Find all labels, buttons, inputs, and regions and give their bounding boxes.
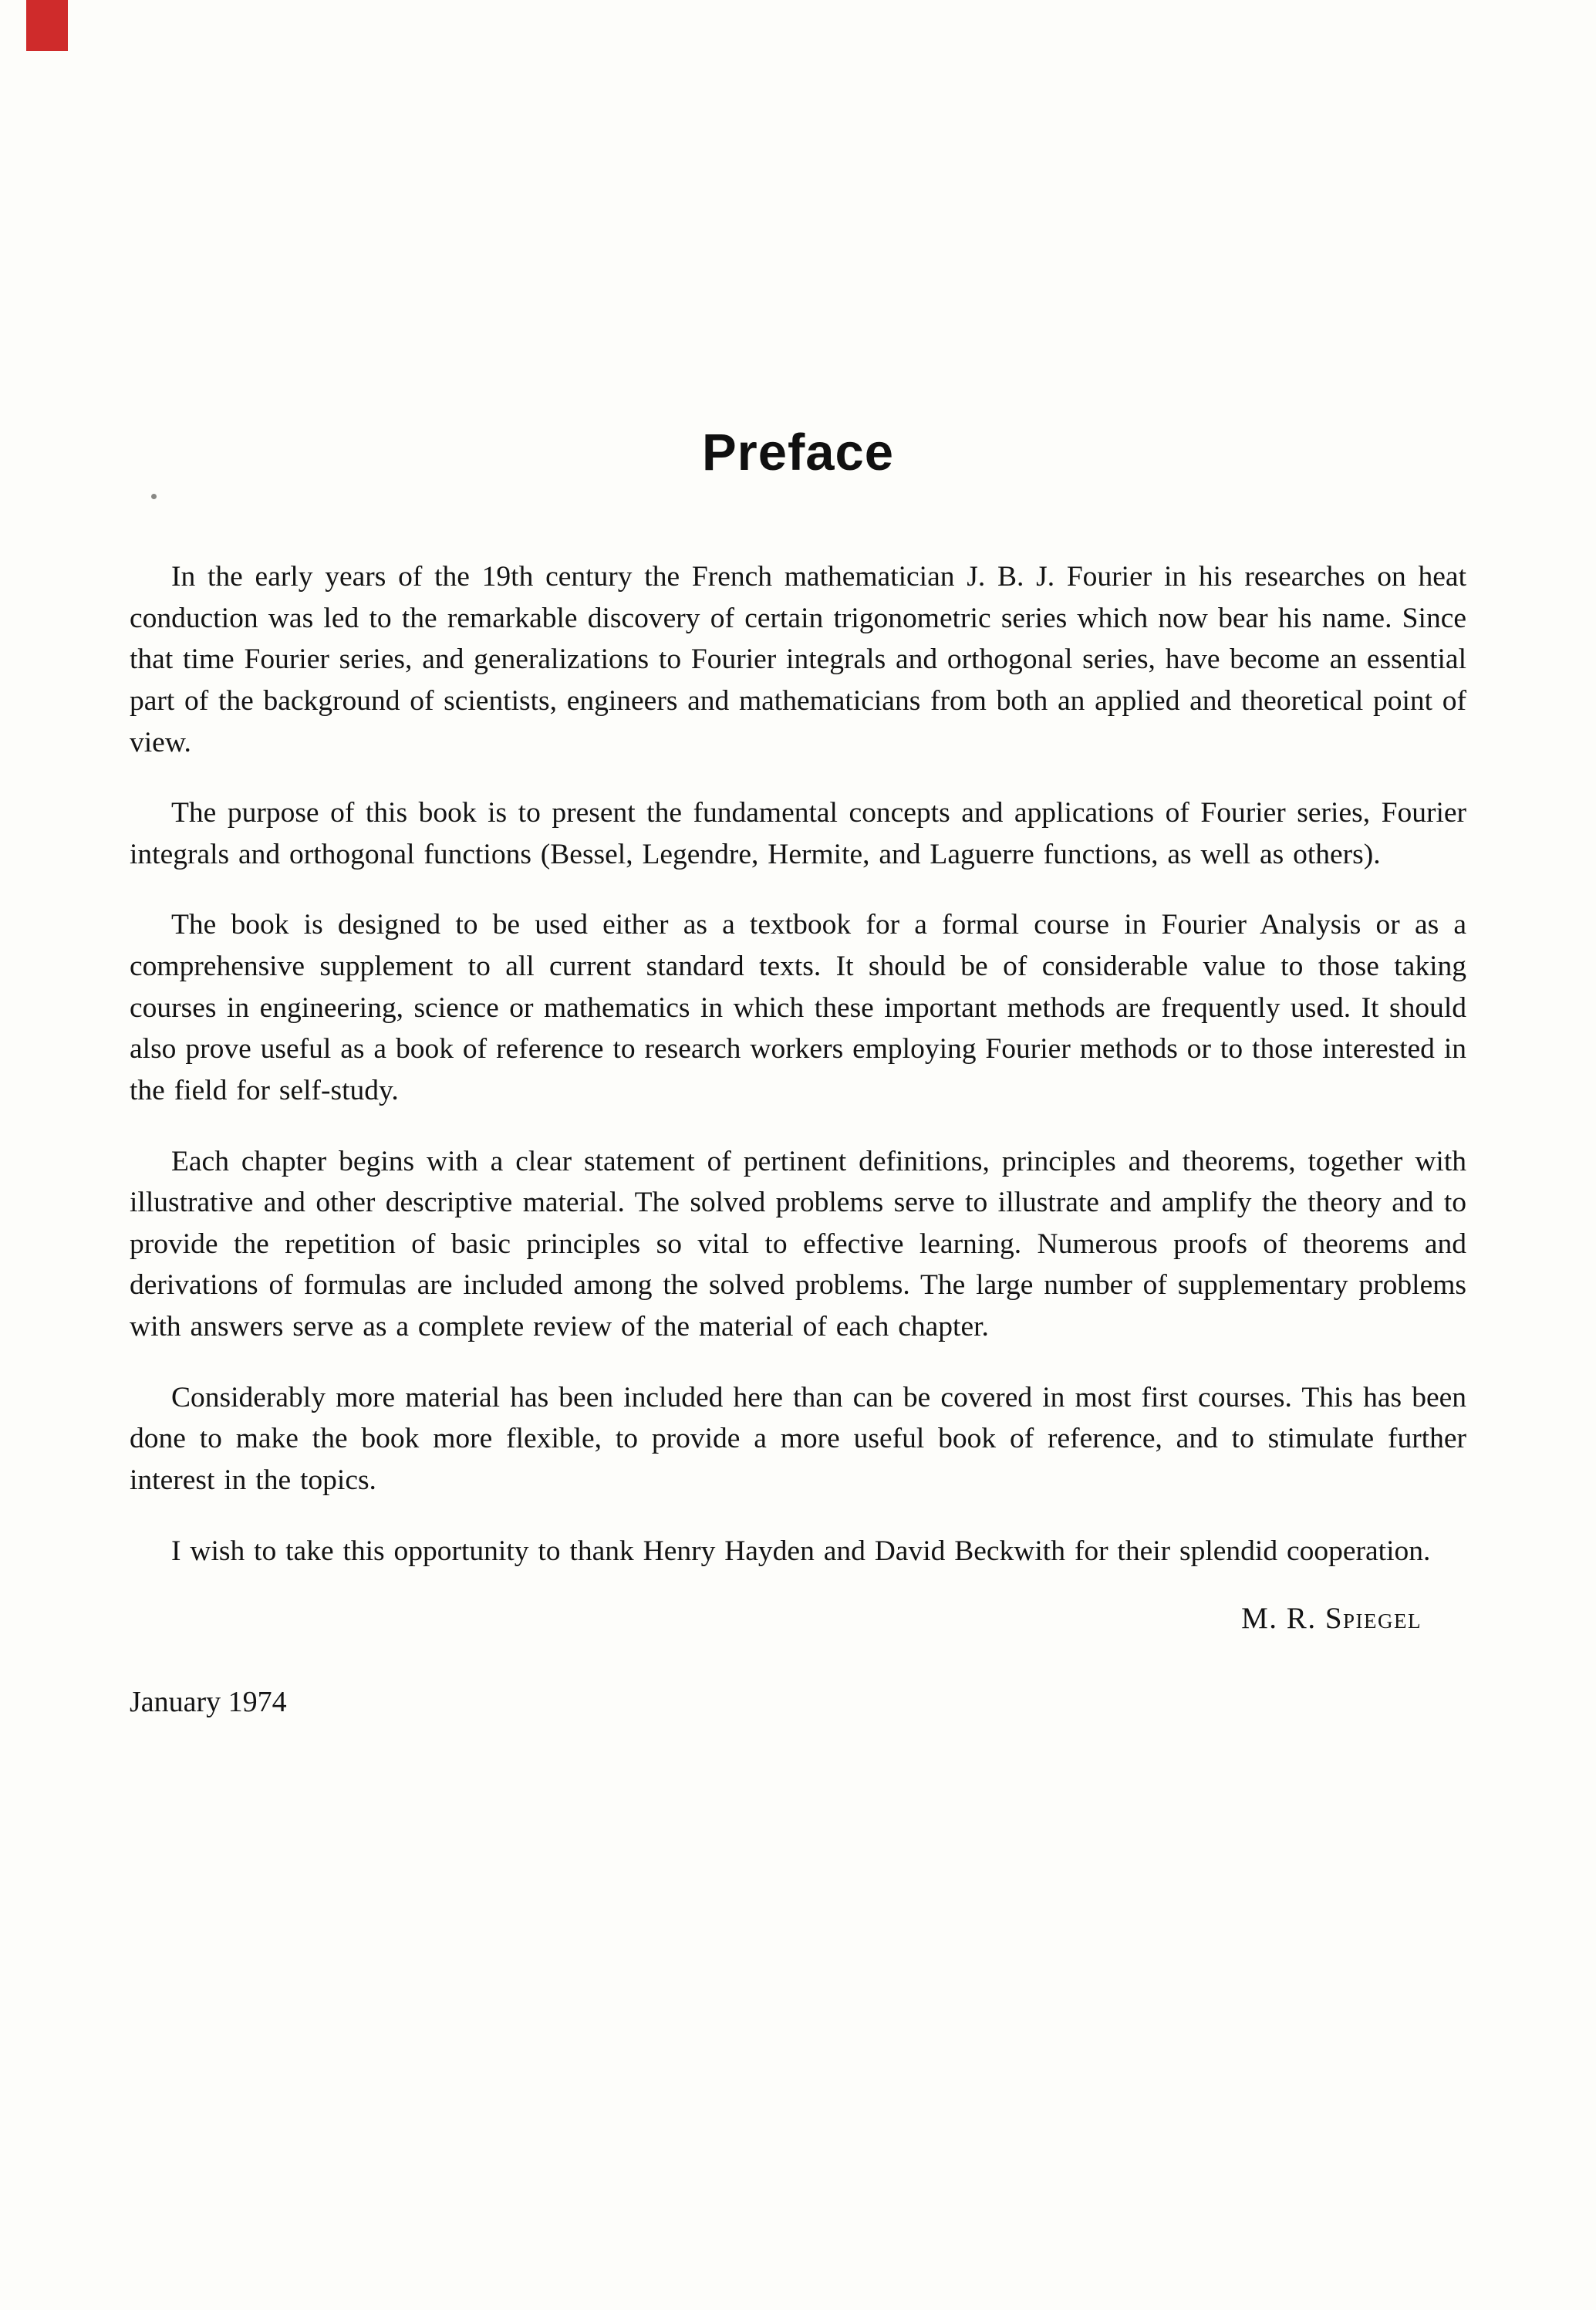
scan-artifact-dot [151,494,157,499]
paragraph-6: I wish to take this opportunity to thank Henry Hayden and David Beckwith for their splendid cooperation. [171,1535,1431,1567]
paragraph-4: Each chapter begins with a clear statement of pertinent definitions, principles and theorems, together with illustrative and other descriptive material. The solved problems serve to illustrate and amplify the theory and to provide the repetition of basic principles so vital to effective learning. Numerous proofs of theorems and derivations of formulas are included among the solved problems. The large number of supplementary problems with answers serve as a complete review of the material of each chapter. [130,1145,1466,1342]
paragraph-1: In the early years of the 19th century the French mathematician J. B. J. Fourier in his researches on heat conduction was led to the remarkable discovery of certain trigonometric series which now bear his name. Since that time Fourier series, and generalizations to Fourier integrals and orthogonal series, have become an essential part of the background of scientists, engineers and mathematicians from both an applied and theoretical point of view. [130,561,1466,758]
paragraph-5: Considerably more material has been included here than can be covered in most first courses. This has been done to make the book more flexible, to provide a more useful book of reference, and to stimulate further interest in the topics. [130,1381,1466,1496]
page-title: Preface [701,424,895,481]
paragraph-3: The book is designed to be used either as a textbook for a formal course in Fourier Analysis or as a comprehensive supplement to all current standard texts. It should be of considerable value to those taking courses in engineering, science or mathematics in which these important methods are frequently used. It should also prove useful as a book of reference to research workers employing Fourier methods or to those interested in the field for self-study. [130,909,1466,1106]
author-signature: M. R. Spiegel [1241,1602,1422,1636]
paragraph-2: The purpose of this book is to present the fundamental concepts and applications of Fourier series, Fourier integrals and orthogonal functions (Bessel, Legendre, Hermite, and Laguerre functions, as well as others). [130,797,1466,870]
preface-body [130,556,1466,1719]
dateline: January 1974 [130,1686,287,1719]
book-cover-edge-mark [26,0,68,51]
